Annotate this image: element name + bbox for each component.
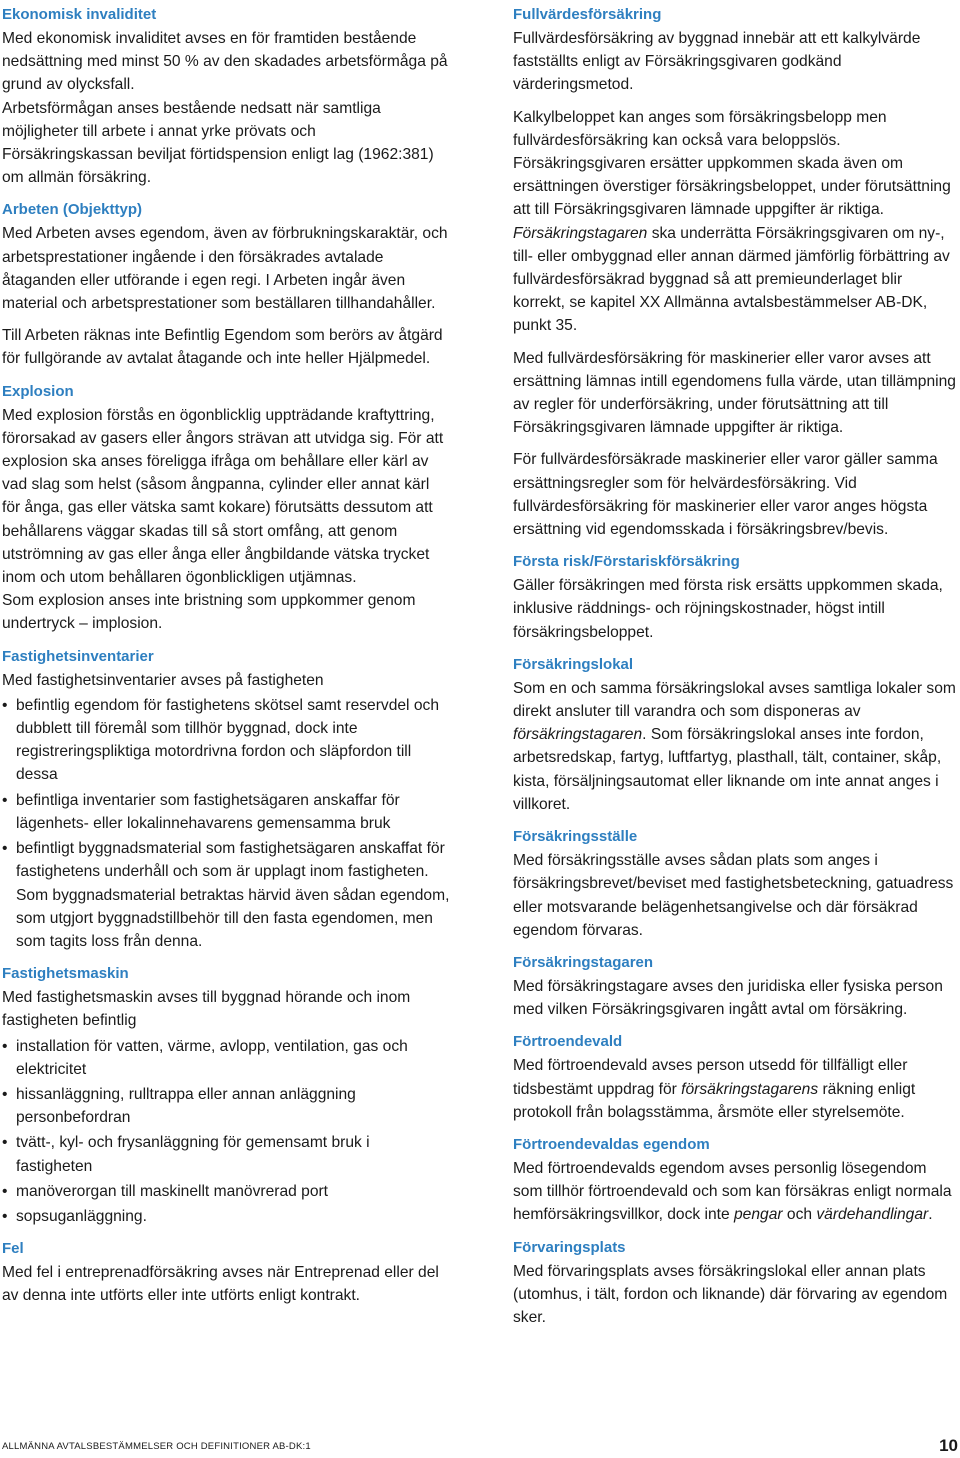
heading-fullvardesforsakring: Fullvärdesförsäkring [513, 6, 662, 23]
emphasis-text: försäkringstagaren [513, 726, 643, 744]
paragraph: Med Arbeten avses egendom, även av förbrukningskaraktär, och arbetsprestationer ingående i den försäkrades avtalade åtaganden eller utförande i egen regi. I Arbeten ingår även material och arbetsprestationer som beställaren tillhandahåller. [2, 225, 448, 313]
section-fastighetsinventarier [2, 646, 450, 953]
section-fullvardesforsakring [513, 4, 958, 541]
paragraph: Som explosion anses inte bristning som uppkommer genom undertryck – implosion. [2, 592, 416, 633]
list-item: • manöverorgan till maskinellt manövrerad port [2, 1180, 450, 1203]
paragraph [513, 1054, 958, 1124]
paragraph: Arbetsförmågan anses bestående nedsatt när samtliga möjligheter till arbete i annat yrke prövats och Försäkringskassan beviljat förtidspension enligt lag (1962:381) om allmän försäkring. [2, 99, 434, 187]
page-footer: ALLMÄNNA AVTALSBESTÄMMELSER OCH DEFINITIONER AB-DK:1 [2, 1441, 311, 1452]
paragraph: Gäller försäkringen med första risk ersätts uppkommen skada, inklusive räddnings- och röjningskostnader, högst intill försäkringsbeloppet. [513, 577, 943, 641]
section-ekonomisk-invaliditet [2, 4, 450, 189]
paragraph: Med fastighetsmaskin avses till byggnad hörande och inom fastigheten befintlig [2, 989, 411, 1030]
section-fastighetsmaskin [2, 963, 450, 1228]
heading-forsakringslokal: Försäkringslokal [513, 655, 634, 673]
heading-ekonomisk-invaliditet: Ekonomisk invaliditet [2, 6, 157, 23]
heading-fastighetsmaskin: Fastighetsmaskin [2, 965, 129, 983]
heading-forsta-risk: Första risk/Förstariskförsäkring [513, 553, 740, 571]
text-run: . [928, 1206, 933, 1224]
section-forsakringslokal [513, 654, 958, 816]
section-arbeten [2, 199, 450, 370]
paragraph: Med förvaringsplats avses försäkringslokal eller annan plats (utomhus, i tält, fordon och liknande) där förvaring av egendom sker. [513, 1262, 948, 1326]
section-forsta-risk [513, 551, 958, 644]
paragraph [513, 1157, 958, 1227]
bullet-list [2, 694, 450, 953]
section-fortroendevald [513, 1031, 958, 1124]
bullet-list [2, 1035, 450, 1229]
emphasis-text: försäkringstagarens [681, 1080, 819, 1098]
text-run: räkning enligt protokoll från bolagsstämma, årsmöte eller styrelsemöte. [513, 1080, 916, 1121]
heading-fortroendevald: Förtroendevald [513, 1033, 623, 1051]
heading-fastighetsinventarier: Fastighetsinventarier [2, 647, 154, 665]
emphasis-text: pengar [734, 1206, 783, 1224]
page-number: 10 [939, 1436, 958, 1455]
left-column [2, 4, 450, 1318]
text-run: Med förtroendevald avses person utsedd för tillfälligt eller tidsbestämt uppdrag för [513, 1057, 908, 1098]
heading-forsakringstagaren: Försäkringstagaren [513, 953, 654, 971]
list-item: • installation för vatten, värme, avlopp, ventilation, gas och elektricitet [2, 1035, 450, 1081]
list-item: • sopsuganläggning. [2, 1205, 450, 1228]
section-forsakringsstalle [513, 826, 958, 942]
heading-explosion: Explosion [2, 382, 74, 400]
section-explosion [2, 381, 450, 636]
section-forsakringstagaren [513, 952, 958, 1021]
paragraph: Med fastighetsinventarier avses på fastigheten [2, 671, 324, 689]
paragraph: Med försäkringstagare avses den juridiska eller fysiska person med vilken Försäkringsgivaren ingått avtal om försäkring. [513, 977, 943, 1019]
list-item: • tvätt-, kyl- och frysanläggning för gemensamt bruk i fastigheten [2, 1131, 450, 1177]
paragraph: Med försäkringsställe avses sådan plats som anges i försäkringsbrevet/beviset med fastighetsbeteckning, gatuadress eller motsvarande belägenhetsangivelse och där försäkrad egendom förvaras. [513, 852, 954, 939]
list-item: • befintligt byggnadsmaterial som fastighetsägaren anskaffat för fastighetens underhåll och som är upplagt inom fastigheten. Som byggnadsmaterial betraktas härvid även sådan egendom, som utgjort byggnadstillbehör till den fasta egendomen, men som tagits loss från denna. [2, 837, 450, 953]
heading-fortroendevaldas-egendom: Förtroendevaldas egendom [513, 1135, 710, 1153]
text-run: Kalkylbeloppet kan anges som försäkringsbelopp men fullvärdesförsäkring kan också vara beloppslös. Försäkringsgivaren ersätter uppkommen skada även om ersättningen överstiger försäkringsbeloppet, under förutsättning att till Försäkringsgivaren lämnade uppgifter är riktiga. [513, 108, 951, 219]
list-item: • hissanläggning, rulltrappa eller annan anläggning personbefordran [2, 1083, 450, 1129]
text-run: ska underrätta Försäkringsgivaren om ny-, till- eller ombyggnad eller annan därmed jämförlig förbättring av fullvärdesförsäkrad byggnad så att premieunderlaget blir korrekt, se kapitel XX Allmänna avtalsbestämmelser AB-DK, punkt 35. [513, 224, 950, 335]
text-run: Som en och samma försäkringslokal avses samtliga lokaler som direkt ansluter till varandra och som disponeras av [513, 679, 956, 721]
emphasis-text: värdehandlingar [816, 1206, 929, 1224]
paragraph: Med fullvärdesförsäkring för maskinerier eller varor avses att ersättning lämnas intill egendomens fulla värde, utan tillämpning av regler för underförsäkring, under förutsättning att till Försäkringsgivaren lämnade uppgifter är riktiga. [513, 349, 956, 437]
paragraph [513, 677, 958, 816]
right-column [513, 4, 958, 1339]
list-item: • befintlig egendom för fastighetens skötsel samt reservdel och dubblett till föremål som tillhör byggnad, dock inte registreringspliktiga motordrivna fordon och släpfordon till dessa [2, 694, 450, 787]
paragraph: Till Arbeten räknas inte Befintlig Egendom som berörs av åtgärd för fullgörande av avtalat åtagande och inte heller Hjälpmedel. [2, 327, 443, 368]
paragraph [513, 106, 958, 338]
section-fel [2, 1238, 450, 1307]
heading-fel: Fel [2, 1240, 24, 1258]
paragraph: Med ekonomisk invaliditet avses en för framtiden bestående nedsättning med minst 50 % av den skadades arbetsförmåga på grund av olycksfall. [2, 30, 448, 94]
heading-arbeten: Arbeten (Objekttyp) [2, 201, 143, 219]
heading-forsakringsstalle: Försäkringsställe [513, 828, 638, 846]
paragraph: För fullvärdesförsäkrade maskinerier eller varor gäller samma ersättningsregler som för helvärdesförsäkring. Vid fullvärdesförsäkring för maskinerier eller varor anges högsta ersättning vid egendomsskada i försäkringsbrev/bevis. [513, 451, 938, 539]
text-run: . Som försäkringslokal anses inte fordon, arbetsredskap, fartyg, luftfartyg, plasthall, tält, container, skåp, kista, försäljningsautomat eller liknande om inte annat anges i villkoret. [513, 726, 942, 813]
paragraph: Med explosion förstås en ögonblicklig uppträdande kraftyttring, förorsakad av gasers eller ångors strävan att utvidga sig. För att explosion ska anses föreligga ifråga om behållare eller kärl av vad slag som helst (såsom ångpanna, cylinder eller annat kärl för ånga, gas eller vätska samt kokare) förutsätts dessutom att behållarens väggar skadas till så stort omfång, att genom utströmning av gas eller ånga eller ångbildande vätska trycket inom och utom behållaren ögonblickligen utjämnas. [2, 406, 444, 587]
emphasis-text: Försäkringstagaren [513, 224, 648, 242]
heading-forvaringsplats: Förvaringsplats [513, 1238, 626, 1256]
paragraph: Fullvärdesförsäkring av byggnad innebär att ett kalkylvärde fastställts enligt av Försäkringsgivaren godkänd värderingsmetod. [513, 30, 921, 94]
list-item: • befintliga inventarier som fastighetsägaren anskaffar för lägenhets- eller lokalinnehavarens gemensamma bruk [2, 789, 450, 835]
section-forvaringsplats [513, 1237, 958, 1330]
paragraph: Med fel i entreprenadförsäkring avses när Entreprenad eller del av denna inte utförts eller inte utförts enligt kontrakt. [2, 1264, 439, 1305]
text-run: Med förtroendevalds egendom avses personlig lösegendom som tillhör förtroendevald och som kan försäkras enligt normala hemförsäkringsvillkor, dock inte [513, 1159, 952, 1224]
section-fortroendevaldas-egendom [513, 1134, 958, 1227]
text-run: och [782, 1206, 817, 1224]
